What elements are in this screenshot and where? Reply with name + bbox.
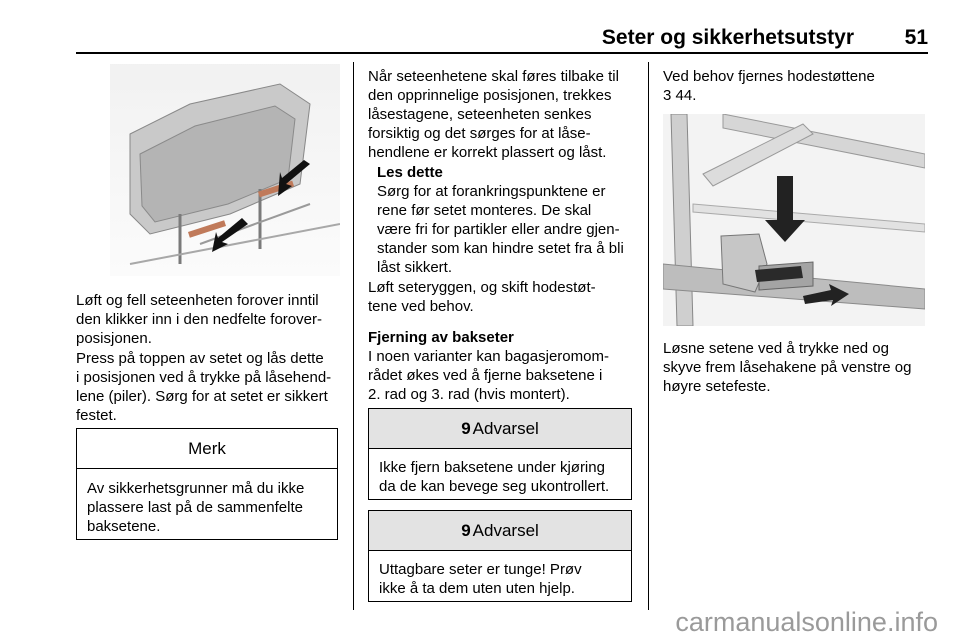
text-line: 3 44. (663, 87, 697, 104)
return-instruction (368, 67, 642, 162)
text-line: da de kan bevege seg ukontrollert. (379, 478, 610, 495)
fold-instruction (76, 291, 346, 348)
column-divider-2 (648, 62, 649, 610)
text-line: Ved behov fjernes hodestøttene (663, 68, 875, 85)
text-line: lene (piler). Sørg for at setet er sikkert (76, 388, 328, 405)
text-line: Ikke fjern baksetene under kjøring (379, 459, 605, 476)
text-line: posisjonen. (76, 330, 152, 347)
text-line: Uttagbare seter er tunge! Prøv (379, 561, 582, 578)
read-this-block (377, 163, 643, 277)
text-line: Løft og fell seteenheten forover inntil (76, 292, 319, 309)
warning-box-driving (368, 408, 632, 500)
text-line: i posisjonen ved å trykke på låsehend- (76, 369, 332, 386)
text-line: Løsne setene ved å trykke ned og (663, 340, 889, 357)
text-line: Løft seteryggen, og skift hodestøt- (368, 279, 596, 296)
text-line: den opprinnelige posisjonen, trekkes (368, 87, 612, 104)
text-line: ikke å ta dem uten uten hjelp. (379, 580, 575, 597)
removal-section (368, 328, 642, 404)
text-line: rådet økes ved å fjerne baksetene i (368, 367, 603, 384)
header-rule (76, 52, 928, 54)
note-title: Merk (77, 429, 337, 469)
watermark: carmanualsonline.info (675, 607, 938, 637)
text-line: skyve frem låsehakene på venstre og (663, 359, 912, 376)
text-line: Av sikkerhetsgrunner må du ikke (87, 480, 305, 497)
text-line: forsiktig og det sørges for at låse- (368, 125, 591, 142)
lift-instruction (368, 278, 642, 316)
page-number: 51 (904, 26, 928, 49)
seat-fold-illustration (110, 64, 340, 276)
warning-icon: 9 (461, 418, 471, 438)
warning-body (379, 560, 623, 598)
text-line: plassere last på de sammenfelte (87, 499, 303, 516)
headrest-instruction (663, 67, 928, 105)
warning-title (369, 511, 631, 551)
text-line: låst sikkert. (377, 259, 453, 276)
section-title: Seter og sikkerhetsutstyr (601, 26, 854, 49)
text-line: hendlene er korrekt plassert og låst. (368, 144, 607, 161)
text-line: stander som kan hindre setet fra å bli (377, 240, 624, 257)
warning-box-heavy (368, 510, 632, 602)
warning-title (369, 409, 631, 449)
page-header (76, 26, 928, 50)
read-this-title: Les dette (377, 164, 443, 181)
release-instruction (663, 339, 928, 396)
text-line: tene ved behov. (368, 298, 474, 315)
warning-label: Advarsel (472, 520, 539, 540)
text-line: Press på toppen av setet og lås dette (76, 350, 324, 367)
text-line: den klikker inn i den nedfelte forover- (76, 311, 322, 328)
text-line: være fri for partikler eller andre gjen- (377, 221, 620, 238)
warning-body (379, 458, 623, 496)
text-line: låsestagene, seteenheten senkes (368, 106, 592, 123)
text-line: I noen varianter kan bagasjeromom- (368, 348, 609, 365)
note-body (87, 479, 329, 536)
press-instruction (76, 349, 346, 425)
text-line: rene før setet monteres. De skal (377, 202, 592, 219)
warning-icon: 9 (461, 520, 471, 540)
text-line: 2. rad og 3. rad (hvis montert). (368, 386, 570, 403)
warning-label: Advarsel (472, 418, 539, 438)
column-divider-1 (353, 62, 354, 610)
text-line: baksetene. (87, 518, 161, 535)
seat-latch-illustration (663, 114, 925, 326)
text-line: festet. (76, 407, 117, 424)
removal-heading: Fjerning av bakseter (368, 329, 514, 346)
text-line: høyre setefeste. (663, 378, 771, 395)
text-line: Sørg for at forankringspunktene er (377, 183, 606, 200)
text-line: Når seteenhetene skal føres tilbake til (368, 68, 619, 85)
note-box (76, 428, 338, 540)
